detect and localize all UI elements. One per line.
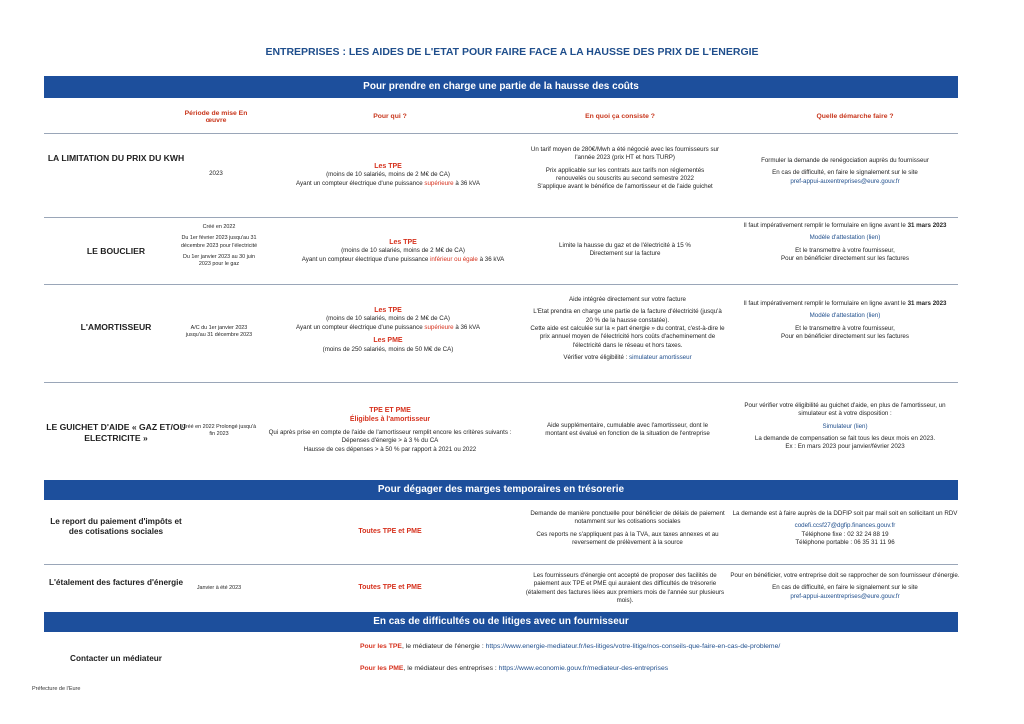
etalement-how-1: Pour en bénéficier, votre entreprise doit se rapprocher de son fournisseur d'énergie. [730,572,960,579]
bouclier-how-2: Et le transmettre à votre fournisseur, [795,246,895,254]
amortisseur-attestation-link[interactable]: Modèle d'attestation (lien) [809,312,881,320]
bouclier-how-3: Pour en bénéficier directement sur les factures [781,255,909,263]
guichet-periode: Créé en 2022 Prolongé jusqu'à fin 2023 [181,424,257,438]
amortisseur-how-3: Pour en bénéficier directement sur les factures [781,333,909,341]
amortisseur-who-line1: (moins de 10 salariés, moins de 2 M€ de CA) [326,315,450,323]
section-band-tresorerie: Pour dégager des marges temporaires en trésorerie [44,480,958,500]
limitation-who-title: Les TPE [374,163,402,170]
limitation-how-link[interactable]: pref-appui-auxentreprises@eure.gouv.fr [790,177,900,185]
row-title-limitation: LA LIMITATION DU PRIX DU KWH [47,153,185,163]
bouclier-what [540,242,710,259]
mediateur-tpe-text: , le médiateur de l'énergie : [401,643,486,650]
amortisseur-what [530,296,725,363]
bouclier-who-line2: Ayant un compteur électrique d'une puissance inférieur ou égale à 36 kVA [301,255,505,263]
report-what-2: Ces reports ne s'appliquent pas à la TVA, aux taxes annexes et au reversement de prélèvement à la source [536,530,719,547]
row-title-mediateur: Contacter un médiateur [70,654,162,663]
limitation-periode: 2023 [209,170,223,177]
etalement-what: Les fournisseurs d'énergie ont accepté de proposer des facilités de paiement aux TPE et PME qui auraient des difficultés de trésorerie (étalement des factures liées aux premiers mois de l'année sur plusieurs mois). [525,572,725,605]
limitation-who-line1: (moins de 10 salariés, moins de 2 M€ de CA) [326,171,450,179]
report-how-link[interactable]: codefi.ccsf27@dgfip.finances.gouv.fr [794,522,896,530]
guichet-who-title2: Éligibles à l'amortisseur [349,416,431,424]
limitation-who [278,162,498,188]
etalement-how-2: En cas de difficulté, en faire le signalement sur le site [772,584,918,592]
bouclier-how [735,222,955,263]
row-divider [44,382,958,383]
mediateur-pme-line [360,665,668,672]
amortisseur-how-1: Il faut impérativement remplir le formulaire en ligne avant le 31 mars 2023 [743,300,947,307]
mediateur-tpe-label: Pour les TPE [360,643,402,650]
row-title-bouclier: LE BOUCLIER [86,246,146,256]
etalement-periode: Janvier à été 2023 [196,585,242,591]
amortisseur-who [278,306,498,354]
limitation-what-1: Un tarif moyen de 280€/Mwh a été négocié avec les fournisseurs sur l'année 2023 (prix HT et hors TURP) [530,146,720,162]
report-how [730,510,960,547]
amortisseur-what-4: Vérifier votre éligibilité : simulateur amortisseur [563,354,692,362]
row-divider [44,284,958,285]
bouclier-periode-3: Du 1er janvier 2023 au 30 juin 2023 pour le gaz [183,253,255,268]
footer-prefecture: Préfecture de l'Eure [32,686,81,692]
amortisseur-who-line3: (moins de 250 salariés, moins de 50 M€ de CA) [322,345,454,353]
amortisseur-periode: A/C du 1er janvier 2023 jusqu'au 31 décembre 2023 [185,325,253,339]
guichet-who [255,406,525,454]
guichet-how [735,402,955,452]
row-title-amortisseur: L'AMORTISSEUR [80,322,152,332]
limitation-how [745,157,945,186]
bouclier-periode [180,224,258,268]
bouclier-periode-1: Créé en 2022 [202,224,236,230]
report-how-3: Téléphone portable : 06 35 31 11 96 [795,539,895,547]
section-band-costs: Pour prendre en charge une partie de la hausse des coûts [44,76,958,98]
etalement-who: Toutes TPE et PME [358,584,422,591]
guichet-simulateur-link[interactable]: Simulateur (lien) [822,422,868,430]
etalement-how-link[interactable]: pref-appui-auxentreprises@eure.gouv.fr [790,592,900,600]
limitation-who-line2: Ayant un compteur électrique d'une puissance supérieure à 36 kVA [296,179,480,187]
bouclier-periode-2: Du 1er février 2023 jusqu'au 31 décembre 2023 pour l'électricité [180,235,258,249]
guichet-how-3: Ex : En mars 2023 pour janvier/février 2023 [785,443,905,451]
bouclier-who-line1: (moins de 10 salariés, moins de 2 M€ de CA) [341,247,465,255]
guichet-who-line3: Hausse de ces dépenses > à 50 % par rapport à 2021 ou 2022 [303,445,477,453]
bouclier-what-1: Limite la hausse du gaz et de l'électricité à 15 % [559,242,691,249]
report-what [530,510,725,547]
bouclier-what-2: Directement sur la facture [589,250,661,258]
header-pour-qui: Pour qui ? [373,113,407,120]
guichet-who-line1: Qui après prise en compte de l'aide de l'amortisseur remplit encore les critères suivants : [268,428,512,436]
amortisseur-what-3: Cette aide est calculée sur la « part énergie » du contrat, c'est-à-dire le prix annuel moyen de l'électricité hors coûts d'acheminement de l'électricité dans le réseau et hors taxes. [530,325,725,349]
limitation-what [530,146,720,192]
limitation-how-2: En cas de difficulté, en faire le signalement sur le site [772,169,918,177]
amortisseur-who-line2: Ayant un compteur électrique d'une puissance supérieure à 36 kVA [296,323,480,331]
row-title-etalement: L'étalement des factures d'énergie [48,578,184,587]
mediateur-energie-link[interactable]: https://www.energie-mediateur.fr/les-litiges/votre-litige/nos-conseils-que-faire-en-cas-de-probleme/ [485,643,781,650]
amortisseur-what-1: Aide intégrée directement sur votre facture [569,296,686,303]
report-what-1: Demande de manière ponctuelle pour bénéficier de délais de paiement notamment sur les cotisations sociales [530,510,725,526]
guichet-who-line2: Dépenses d'énergie > à 3 % du CA [341,437,439,445]
mediateur-entreprises-link[interactable]: https://www.economie.gouv.fr/mediateur-des-entreprises [498,665,669,672]
guichet-how-2: La demande de compensation se fait tous les deux mois en 2023. [754,435,936,443]
amortisseur-what-2: L'Etat prendra en charge une partie de la facture d'électricité (jusqu'à 20 % de la hausse constatée). [533,308,722,324]
mediateur-pme-text: , le médiateur des entreprises : [403,665,499,672]
header-demarche: Quelle démarche faire ? [816,113,894,120]
mediateur-tpe-line [360,643,780,650]
header-en-quoi: En quoi ça consiste ? [585,113,655,120]
etalement-how [730,572,960,601]
mediateur-pme-label: Pour les PME [360,665,404,672]
row-divider [44,564,958,565]
guichet-who-title1: TPE ET PME [369,407,411,414]
row-divider [44,133,958,134]
bouclier-who-title: Les TPE [389,239,417,246]
limitation-how-1: Formuler la demande de renégociation auprès du fournisseur [761,157,929,164]
bouclier-who [278,238,528,264]
limitation-what-3: S'applique avant le bénéfice de l'amortisseur et de l'aide guichet [537,183,713,191]
bouclier-attestation-link[interactable]: Modèle d'attestation (lien) [809,234,881,242]
report-how-1: La demande est à faire auprès de la DDFIP soit par mail soit en sollicitant un RDV [732,510,958,517]
report-how-2: Téléphone fixe : 02 32 24 88 19 [801,530,889,538]
header-periode: Période de mise En œuvre [184,110,248,124]
limitation-what-2: Prix applicable sur les contrats aux tarifs non réglementés renouvelés ou souscrits au second semestre 2022 [545,166,705,183]
row-title-guichet: LE GUICHET D'AIDE « GAZ ET/OU ELECTRICITE » [46,422,186,443]
page-title: ENTREPRISES : LES AIDES DE L'ETAT POUR FAIRE FACE A LA HAUSSE DES PRIX DE L'ENERGIE [265,46,759,58]
report-who: Toutes TPE et PME [358,528,422,535]
amortisseur-who-title2: Les PME [373,337,403,345]
amortisseur-how-2: Et le transmettre à votre fournisseur, [795,324,895,332]
guichet-what: Aide supplémentaire, cumulable avec l'amortisseur, dont le montant est évalué en fonction de la situation de l'entreprise [545,422,710,438]
section-band-litiges: En cas de difficultés ou de litiges avec un fournisseur [44,612,958,632]
amortisseur-who-title1: Les TPE [374,307,402,314]
row-divider [44,217,958,218]
guichet-how-1: Pour vérifier votre éligibilité au guichet d'aide, en plus de l'amortisseur, un simulateur est à votre disposition : [744,402,946,418]
amortisseur-how [735,300,955,341]
bouclier-how-1: Il faut impérativement remplir le formulaire en ligne avant le 31 mars 2023 [743,222,947,229]
simulateur-amortisseur-link[interactable]: simulateur amortisseur [629,354,692,362]
row-title-report: Le report du paiement d'impôts et des cotisations sociales [50,517,182,537]
